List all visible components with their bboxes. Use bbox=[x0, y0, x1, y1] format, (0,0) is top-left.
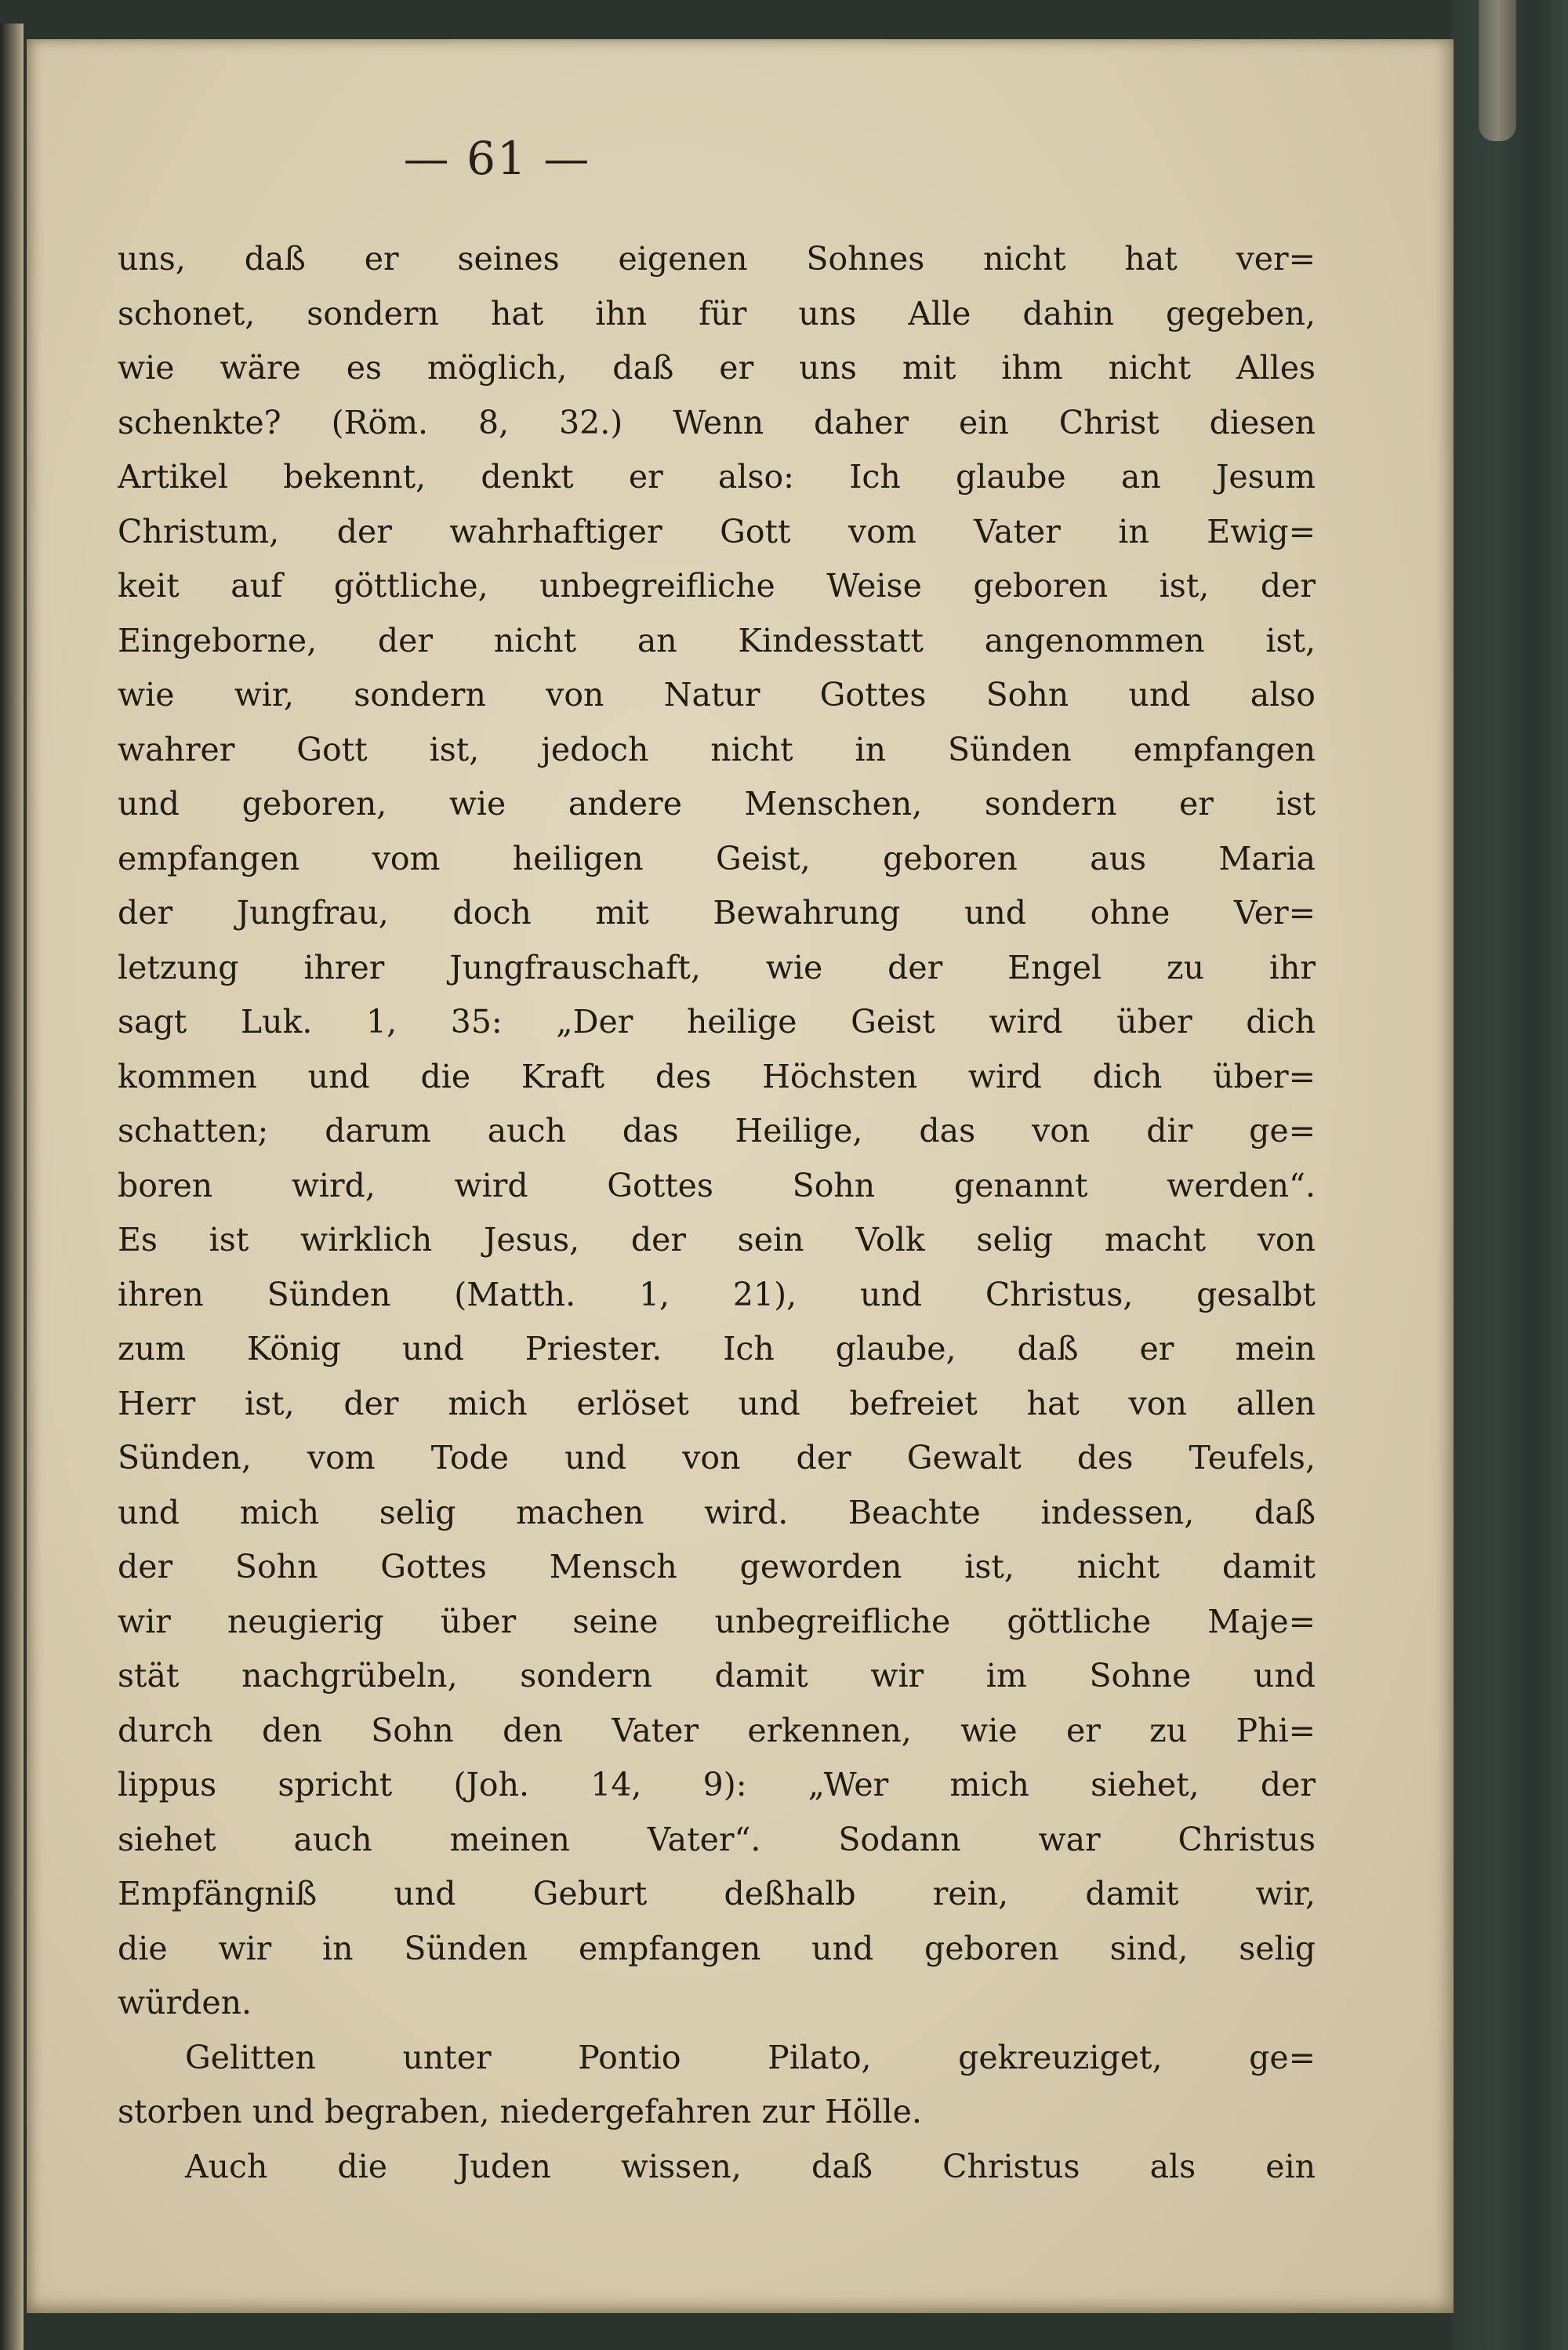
text-line: wie wir, sondern von Natur Gottes Sohn und also bbox=[118, 676, 1316, 714]
text-line: Eingeborne, der nicht an Kindesstatt angenommen ist, bbox=[118, 621, 1316, 659]
text-line-section-start: Gelitten unter Pontio Pilato, gekreuziget, ge= bbox=[185, 2038, 1316, 2076]
text-line: kommen und die Kraft des Höchsten wird dich über= bbox=[118, 1057, 1316, 1095]
text-line: Christum, der wahrhaftiger Gott vom Vater in Ewig= bbox=[118, 512, 1316, 550]
text-line: der Sohn Gottes Mensch geworden ist, nicht damit bbox=[118, 1548, 1316, 1585]
text-line: schenkte? (Röm. 8, 32.) Wenn daher ein Christ diesen bbox=[118, 403, 1316, 441]
text-line: die wir in Sünden empfangen und geboren sind, selig bbox=[118, 1929, 1316, 1967]
text-line: wir neugierig über seine unbegreifliche göttliche Maje= bbox=[118, 1602, 1316, 1640]
page-number: — 61 — bbox=[403, 132, 591, 185]
text-line: der Jungfrau, doch mit Bewahrung und ohne Ver= bbox=[118, 894, 1316, 932]
text-line: empfangen vom heiligen Geist, geboren aus Maria bbox=[118, 839, 1316, 877]
left-page-edge bbox=[0, 24, 24, 2350]
text-line: ihren Sünden (Matth. 1, 21), und Christus, gesalbt bbox=[118, 1275, 1316, 1313]
book-page bbox=[27, 39, 1454, 2313]
text-line: storben und begraben, niedergefahren zur Hölle. bbox=[118, 2093, 922, 2130]
text-line: durch den Sohn den Vater erkennen, wie er zu Phi= bbox=[118, 1711, 1316, 1749]
text-line: schatten; darum auch das Heilige, das von dir ge= bbox=[118, 1112, 1316, 1150]
text-line: sagt Luk. 1, 35: „Der heilige Geist wird über dich bbox=[118, 1003, 1316, 1041]
text-line: stät nachgrübeln, sondern damit wir im Sohne und bbox=[118, 1657, 1316, 1694]
text-line: schonet, sondern hat ihn für uns Alle dahin gegeben, bbox=[118, 294, 1316, 332]
text-line: wahrer Gott ist, jedoch nicht in Sünden empfangen bbox=[118, 730, 1316, 768]
page-text bbox=[118, 232, 1316, 2194]
text-line: uns, daß er seines eigenen Sohnes nicht hat ver= bbox=[118, 240, 1316, 278]
text-line: siehet auch meinen Vater“. Sodann war Christus bbox=[118, 1820, 1316, 1858]
text-line: würden. bbox=[118, 1984, 252, 2021]
book-binding bbox=[1452, 0, 1568, 2350]
binding-worn-edge bbox=[1479, 0, 1516, 141]
text-line: Artikel bekennt, denkt er also: Ich glaube an Jesum bbox=[118, 458, 1316, 496]
text-line: lippus spricht (Joh. 14, 9): „Wer mich siehet, der bbox=[118, 1766, 1316, 1803]
text-line: Empfängniß und Geburt deßhalb rein, damit wir, bbox=[118, 1875, 1316, 1912]
text-line: Es ist wirklich Jesus, der sein Volk selig macht von bbox=[118, 1221, 1316, 1259]
text-line: boren wird, wird Gottes Sohn genannt werden“. bbox=[118, 1166, 1316, 1204]
text-line: letzung ihrer Jungfrauschaft, wie der Engel zu ihr bbox=[118, 948, 1316, 986]
text-line: und mich selig machen wird. Beachte indessen, daß bbox=[118, 1493, 1316, 1531]
text-line: zum König und Priester. Ich glaube, daß er mein bbox=[118, 1330, 1316, 1368]
text-line: und geboren, wie andere Menschen, sondern er ist bbox=[118, 785, 1316, 823]
text-line: Sünden, vom Tode und von der Gewalt des Teufels, bbox=[118, 1439, 1316, 1476]
text-line: Herr ist, der mich erlöset und befreiet hat von allen bbox=[118, 1384, 1316, 1422]
text-line: wie wäre es möglich, daß er uns mit ihm nicht Alles bbox=[118, 349, 1316, 387]
text-line: keit auf göttliche, unbegreifliche Weise geboren ist, der bbox=[118, 567, 1316, 605]
text-line-paragraph-start: Auch die Juden wissen, daß Christus als ein bbox=[185, 2147, 1316, 2185]
